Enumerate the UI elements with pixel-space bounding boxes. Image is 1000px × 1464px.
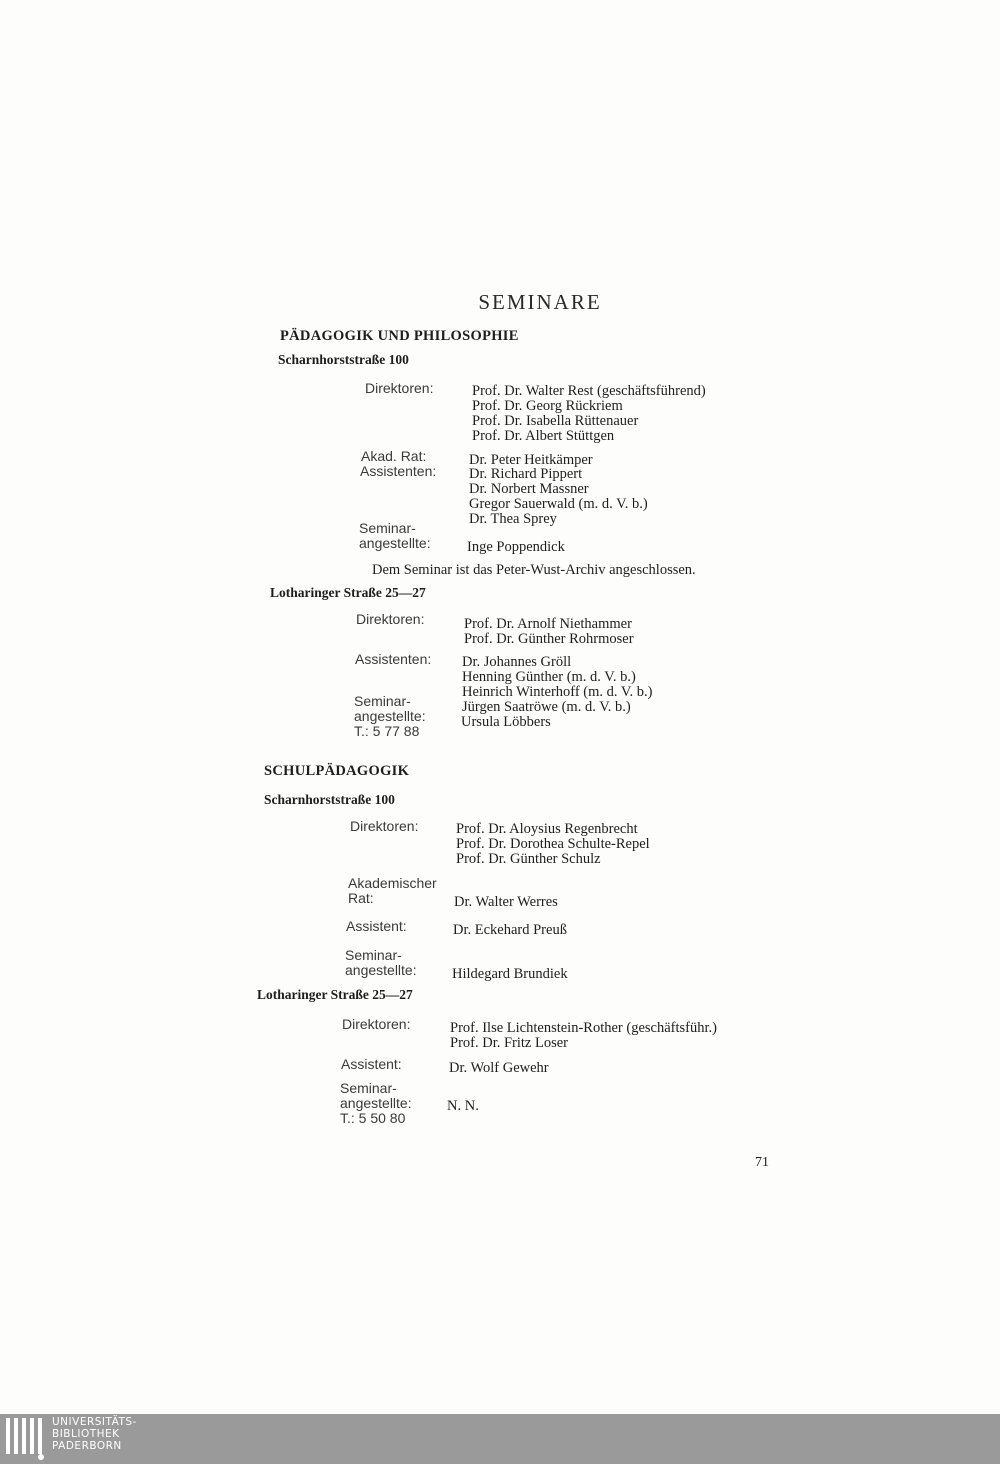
person-name: Dr. Johannes Gröll: [462, 654, 572, 670]
library-name: UNIVERSITÄTS- BIBLIOTHEK PADERBORN: [52, 1416, 137, 1452]
role-names-assistent: [453, 923, 567, 938]
person-name: Prof. Dr. Dorothea Schulte-Repel: [456, 836, 650, 852]
role-names-seminarangestellte: [461, 715, 551, 730]
page-number: 71: [755, 1155, 769, 1170]
person-name: Dr. Thea Sprey: [469, 511, 557, 527]
person-name: Inge Poppendick: [467, 539, 565, 555]
library-footer-bar: [0, 1414, 1000, 1464]
section-heading-paedagogik-philosophie: PÄDAGOGIK UND PHILOSOPHIE: [280, 328, 519, 344]
person-name: Heinrich Winterhoff (m. d. V. b.): [462, 684, 653, 700]
person-name: Ursula Löbbers: [461, 714, 551, 730]
person-name: Prof. Dr. Walter Rest (geschäftsführend): [472, 383, 706, 399]
location-address: Scharnhorststraße 100: [278, 352, 409, 367]
person-name: Prof. Dr. Georg Rückriem: [472, 398, 623, 414]
role-names-seminarangestellte: [467, 540, 565, 555]
person-name: Dr. Peter Heitkämper: [469, 452, 593, 468]
role-label-akademischer-rat: Akademischer Rat:: [348, 875, 437, 906]
role-label-seminarangestellte: Seminar- angestellte: T.: 5 50 80: [340, 1080, 412, 1126]
person-name: Dr. Wolf Gewehr: [449, 1060, 549, 1076]
person-name: Hildegard Brundiek: [452, 966, 568, 982]
role-label-direktoren: Direktoren:: [342, 1016, 411, 1032]
role-names-direktoren: [472, 384, 706, 444]
person-name: Dr. Walter Werres: [454, 894, 558, 910]
location-address: Lotharinger Straße 25—27: [257, 987, 413, 1002]
role-label-seminarangestellte: Seminar- angestellte:: [359, 520, 431, 551]
role-label-assistenten: Assistenten:: [355, 651, 432, 667]
role-label-assistent: Assistent:: [346, 918, 407, 934]
role-names-akademischer-rat: [454, 895, 558, 910]
person-name: Dr. Eckehard Preuß: [453, 922, 567, 938]
role-names-direktoren: [450, 1021, 717, 1051]
role-names-assistent: [449, 1061, 549, 1076]
library-bars-logo-icon: [6, 1418, 46, 1456]
role-label-direktoren: Direktoren:: [356, 611, 425, 627]
person-name: Prof. Dr. Isabella Rüttenauer: [472, 413, 639, 429]
person-name: Prof. Ilse Lichtenstein-Rother (geschäftsführ.): [450, 1020, 717, 1036]
person-name: Prof. Dr. Albert Stüttgen: [472, 428, 615, 444]
person-name: Gregor Sauerwald (m. d. V. b.): [469, 496, 648, 512]
person-name: Prof. Dr. Fritz Loser: [450, 1035, 568, 1051]
role-names-assistenten: [469, 467, 648, 527]
role-names-assistenten: [462, 655, 652, 715]
section-heading-schulpaedagogik: SCHULPÄDAGOGIK: [264, 763, 410, 779]
location-address: Lotharinger Straße 25—27: [270, 585, 426, 600]
role-names-seminarangestellte: [447, 1099, 479, 1114]
person-name: Prof. Dr. Günther Rohrmoser: [464, 631, 634, 647]
role-label-akad-rat: Akad. Rat:: [361, 448, 427, 464]
role-label-direktoren: Direktoren:: [365, 380, 434, 396]
person-name: Prof. Dr. Aloysius Regenbrecht: [456, 821, 638, 837]
role-label-seminarangestellte: Seminar- angestellte:: [345, 947, 417, 978]
role-label-seminarangestellte: Seminar- angestellte: T.: 5 77 88: [354, 693, 426, 739]
person-name: Henning Günther (m. d. V. b.): [462, 669, 636, 685]
person-name: Prof. Dr. Arnolf Niethammer: [464, 616, 632, 632]
person-name: Jürgen Saatröwe (m. d. V. b.): [462, 699, 631, 715]
person-name: Prof. Dr. Günther Schulz: [456, 851, 601, 867]
person-name: Dr. Richard Pippert: [469, 466, 583, 482]
role-names-direktoren: [456, 822, 650, 867]
role-names-seminarangestellte: [452, 967, 568, 982]
location-address: Scharnhorststraße 100: [264, 792, 395, 807]
role-label-direktoren: Direktoren:: [350, 818, 419, 834]
archive-note: Dem Seminar ist das Peter-Wust-Archiv angeschlossen.: [372, 562, 696, 578]
person-name: N. N.: [447, 1098, 479, 1114]
role-label-assistent: Assistent:: [341, 1056, 402, 1072]
role-names-direktoren: [464, 617, 634, 647]
role-label-assistenten: Assistenten:: [360, 463, 437, 479]
person-name: Dr. Norbert Massner: [469, 481, 589, 497]
logo-dot-icon: [38, 1454, 44, 1460]
page-title: SEMINARE: [478, 290, 602, 314]
